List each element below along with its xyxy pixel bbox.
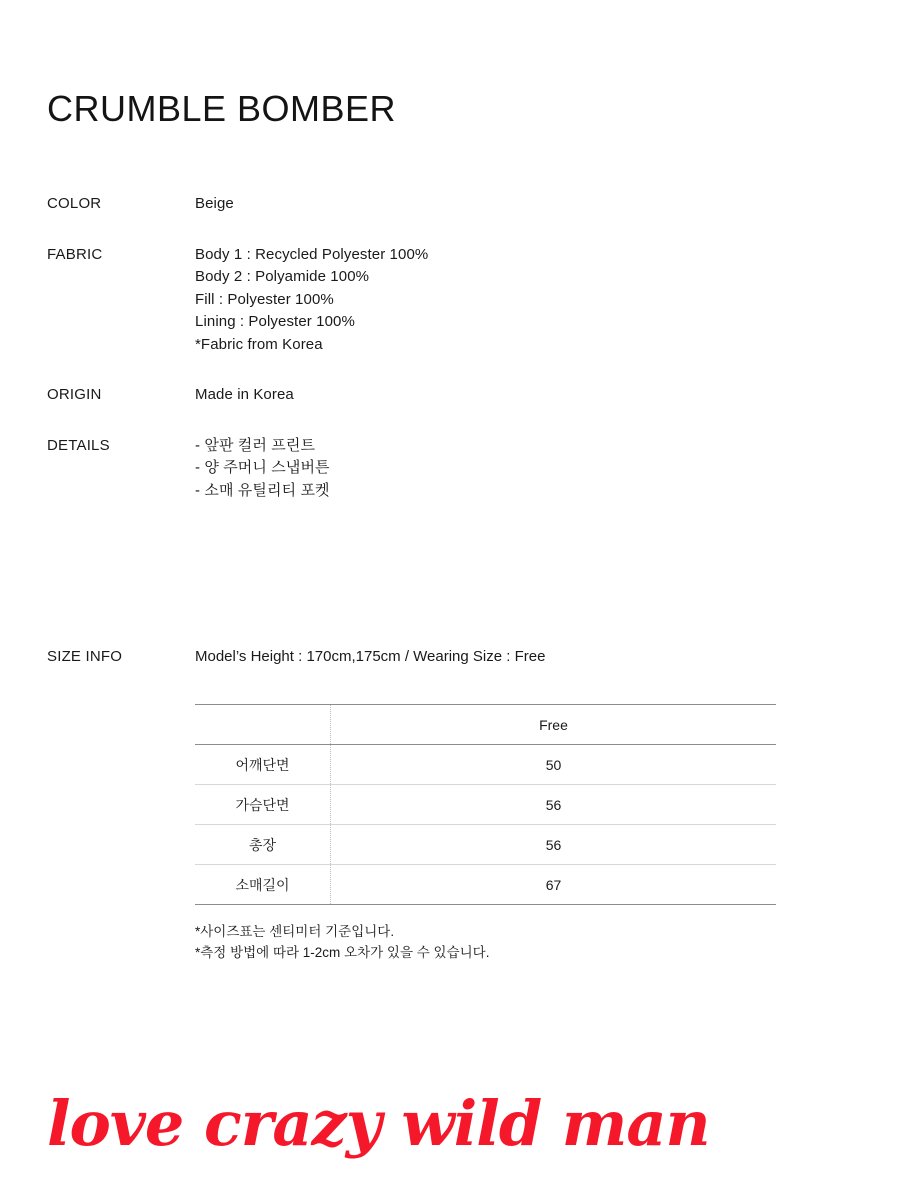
spec-value-color — [195, 193, 234, 216]
footer-slogan: love crazy wild man — [47, 1087, 710, 1160]
spec-row-origin — [47, 384, 847, 407]
spec-line: Fill : Polyester 100% — [195, 290, 334, 308]
size-info-header — [47, 646, 847, 668]
size-table-header-free: Free — [331, 705, 777, 745]
spec-label-details: DETAILS — [47, 436, 110, 454]
table-header-row — [195, 705, 776, 745]
page-title: CRUMBLE BOMBER — [47, 88, 397, 129]
spec-value-fabric — [195, 244, 428, 357]
measure-value: 56 — [331, 785, 777, 825]
measure-name: 가슴단면 — [195, 785, 331, 825]
table-row — [195, 865, 776, 905]
measure-name: 소매길이 — [195, 865, 331, 905]
measure-name: 어깨단면 — [195, 745, 331, 785]
spec-line: Lining : Polyester 100% — [195, 313, 355, 330]
spec-line: - 소매 유틸리티 포켓 — [195, 481, 330, 499]
model-height-text: Model’s Height : 170cm,175cm / Wearing Size : Free — [195, 648, 546, 665]
size-table-header-blank — [195, 705, 331, 745]
spec-row-color — [47, 193, 847, 216]
spec-line: Made in Korea — [195, 386, 294, 403]
spec-row-fabric — [47, 244, 847, 357]
spec-label-origin: ORIGIN — [47, 386, 102, 403]
size-note-line: *사이즈표는 센티미터 기준입니다. — [195, 924, 395, 939]
measure-name: 총장 — [195, 825, 331, 865]
spec-label-color: COLOR — [47, 195, 102, 212]
size-table-body — [195, 745, 776, 905]
spec-row-details — [47, 435, 847, 503]
size-table — [195, 704, 776, 905]
spec-line: - 양 주머니 스냅버튼 — [195, 459, 330, 476]
spec-line: Body 1 : Recycled Polyester 100% — [195, 245, 429, 263]
spec-line: Beige — [195, 195, 234, 212]
size-table-wrapper — [195, 704, 776, 905]
spec-value-origin — [195, 384, 294, 407]
size-table-head — [195, 705, 776, 745]
size-note-line: *측정 방법에 따라 1-2cm 오차가 있을 수 있습니다. — [195, 945, 490, 960]
spec-label-fabric: FABRIC — [47, 245, 103, 263]
spec-list — [47, 193, 847, 530]
table-row — [195, 785, 776, 825]
table-row — [195, 745, 776, 785]
size-info-label: SIZE INFO — [47, 648, 123, 665]
spec-value-details — [195, 435, 330, 503]
table-row — [195, 825, 776, 865]
measure-value: 67 — [331, 865, 777, 905]
measure-value: 50 — [331, 745, 777, 785]
spec-line: *Fabric from Korea — [195, 335, 323, 353]
spec-line: - 앞판 컬러 프린트 — [195, 436, 316, 454]
spec-line: Body 2 : Polyamide 100% — [195, 268, 370, 285]
size-info-section — [47, 646, 847, 963]
measure-value: 56 — [331, 825, 777, 865]
size-notes — [195, 921, 847, 963]
